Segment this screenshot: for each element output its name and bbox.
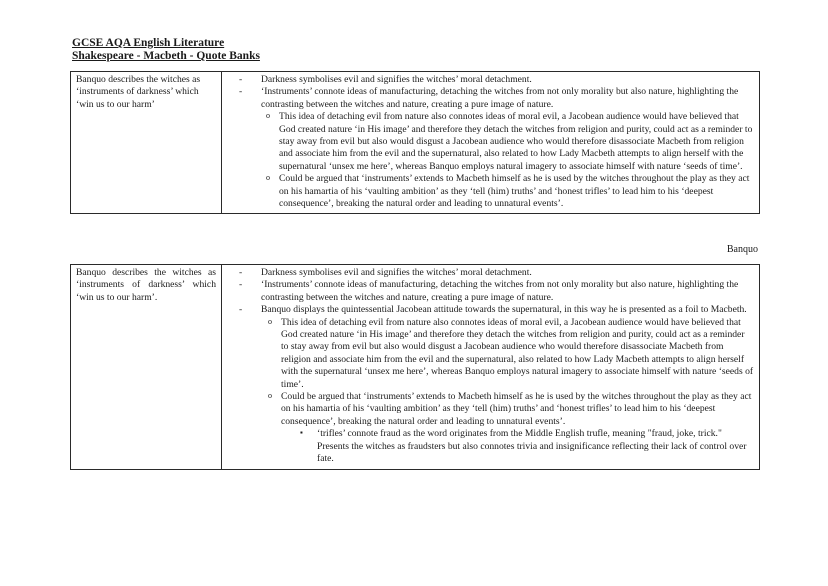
sub-list-item: o This idea of detaching evil from nature also connotes ideas of moral evil, a Jacobean audience would have believed that God created nature ‘in His image’ and therefore they detach the witches from religion and purity, could act as a reminder to stay away from evil but also would disgust a Jacobean audience who would therefore disassociate Macbeth from religion and associate him from the evil and the supernatural, also related to how Lady Macbeth attempts to align herself with the supernatural ‘unsex me here’, whereas Banquo employs natural imagery to associate himself with nature ‘seeds of time’. [261,111,754,173]
document-title: GCSE AQA English Literature [72,37,225,49]
sub-list-item: o This idea of detaching evil from nature also connotes ideas of moral evil, a Jacobean audience would have believed that God created nature ‘in His image’ and therefore they detach the witches from religion and purity, could act as a reminder to stay away from evil but also would disgust a Jacobean audience who would therefore disassociate Macbeth from religion and associate him from the evil and the supernatural, also related to how Lady Macbeth attempts to align herself with the supernatural ‘unsex me here’, whereas Banquo employs natural imagery to associate himself with nature ‘seeds of time’. [263,317,754,391]
list-item: - ‘Instruments’ connote ideas of manufacturing, detaching the witches from not only morality but also nature, highlighting the contrasting between the witches and nature, creating a pure image of nature. [227,279,754,304]
list-item [227,86,754,210]
list-item: - Darkness symbolises evil and signifies the witches’ moral detachment. [227,267,754,279]
list-item-text: Banquo displays the quintessential Jacobean attitude towards the supernatural, in this way he is presented as a foil to Macbeth. [261,304,747,316]
sub-list [261,111,754,210]
quote-table-1 [70,71,760,214]
table-row [71,72,760,214]
sub-sub-list-item: ▪ ‘trifles’ connote fraud as the word originates from the Middle English trufle, meaning "fraud, joke, trick." Presents the witches as fraudsters but also connotes trivia and insignificance reflecting their lack of control over fate. [281,428,754,465]
quote-table-2 [70,264,760,470]
list-item: - Darkness symbolises evil and signifies the witches’ moral detachment. [227,74,754,86]
quote-cell: Banquo describes the witches as ‘instruments of darkness’ which ‘win us to our harm’. [71,265,222,470]
sub-list-item-text: Could be argued that ‘instruments’ extends to Macbeth himself as he is used by the witches throughout the play as they act on his hamartia of his ‘vaulting ambition’ as they ‘tell (him) truths’ and ‘honest trifles’ to lead him to his ‘deepest consequence’, breaking the natural order and leading to unnatural events’. [281,391,752,427]
analysis-cell [222,265,760,470]
list-item-text: ‘Instruments’ connote ideas of manufacturing, detaching the witches from not only morality but also nature, highlighting the contrasting between the witches and nature, creating a pure image of nature. [261,86,739,110]
analysis-cell [222,72,760,214]
list-item [227,304,754,465]
sub-list [263,317,754,466]
analysis-list [227,74,754,210]
table-row [71,265,760,470]
sub-sub-list [281,428,754,465]
analysis-list [227,267,754,466]
sub-list-item [263,391,754,465]
quote-cell: Banquo describes the witches as ‘instruments of darkness’ which ‘win us to our harm’ [71,72,222,214]
document-subtitle: Shakespeare - Macbeth - Quote Banks [72,50,260,62]
sub-list-item: o Could be argued that ‘instruments’ extends to Macbeth himself as he is used by the witches throughout the play as they act on his hamartia of his ‘vaulting ambition’ as they ‘tell (him) truths’ and ‘honest trifles’ to lead him to his ‘deepest consequence’, breaking the natural order and leading to unnatural events’. [261,173,754,210]
caption-label: Banquo [726,244,758,255]
